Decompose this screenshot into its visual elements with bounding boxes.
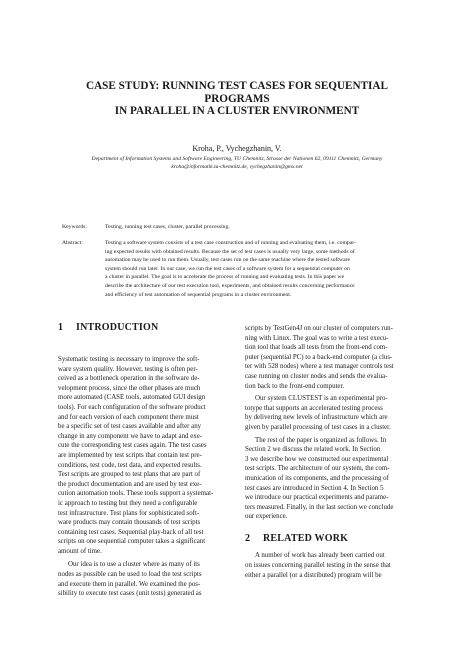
abstract-line: automation may be used to run them. Usually, test cases run on the same machine where the tested software [105, 257, 351, 264]
related-work-paragraph-1 [245, 551, 425, 580]
text-line: tools). For each configuration of the software product [58, 403, 206, 411]
text-line: ceived as a bottleneck operation in the software de- [58, 375, 200, 383]
section-1-heading [58, 323, 158, 333]
text-line: test scripts. The architecture of our system, the com- [245, 465, 390, 473]
text-line: Section 2 we discuss the related work. In Section [245, 446, 381, 454]
intro-paragraph-1 [58, 355, 238, 556]
section-2-heading [245, 534, 425, 544]
text-line: tion tool that loads all tests from the front-end com- [245, 344, 388, 352]
text-line: Our idea is to use a cluster where as many of its [68, 561, 200, 569]
abstract-line: describe the architecture of our test execution tool, experiments, and obtained results concerning performance [105, 282, 355, 289]
affiliation-line-1: Department of Information Systems and Software Engineering, TU Chemnitz, Strasse der Nationen 62, 09111 Chemnitz, Germany [91, 156, 383, 162]
text-line: ning with Linux. The goal was to write a test execu- [245, 334, 389, 342]
text-line: scripts on one sequential computer takes a significant [58, 538, 206, 546]
text-line: are implemented by test scripts that contain test pre- [58, 451, 202, 459]
text-line: munication of its components, and the processing of [245, 474, 389, 482]
intro-paragraph-2-cont [245, 324, 425, 391]
right-column [245, 324, 425, 580]
text-line: Systematic testing is necessary to improve the soft- [58, 356, 200, 363]
title-line-2: PROGRAMS [204, 92, 270, 105]
text-line: Our system CLUSTEST is an experimental pro- [255, 395, 388, 403]
intro-paragraph-4 [245, 436, 425, 522]
text-line: ware products may contain thousands of test scripts [58, 519, 201, 527]
text-line: ic approach to testing but they need a configurable [58, 499, 198, 507]
text-line: 3 we describe how we constructed our experimental [245, 455, 389, 463]
text-line: sibility to execute test cases (unit tests) generated as [58, 590, 202, 598]
text-line: we introduce our practical experiments and parame- [245, 494, 389, 502]
text-line: nodes as possible can be used to load the test scripts [58, 571, 202, 579]
keywords-label: Keywords: [62, 224, 87, 230]
text-line: by delivering new levels of infrastructure which are [245, 414, 388, 422]
section-1-number: 1 [58, 322, 64, 333]
text-line: ters measured. Finally, in the last section we conclude [245, 503, 394, 511]
abstract-line: Testing a software system consists of a test case construction and of running and evaluating them, i.e. compar- [105, 240, 356, 246]
text-line: given by parallel processing of test cases in a cluster. [245, 423, 391, 431]
text-line: ter with 528 nodes) where a test manager controls test [245, 363, 394, 371]
text-line: cute the corresponding test cases again. The test cases [58, 442, 207, 450]
title-line-3: IN PARALLEL IN A CLUSTER ENVIRONMENT [114, 105, 360, 117]
text-line: our experience. [245, 513, 288, 521]
text-line: cution automation tools. These tools support a systemat- [58, 490, 214, 498]
text-line: conditions, test code, test data, and expected results. [58, 461, 202, 469]
paper-title [40, 80, 434, 118]
text-line: The rest of the paper is organized as follows. In [255, 436, 387, 444]
text-line: puter (sequential PC) to a back-end computer (a clus- [245, 353, 393, 361]
section-2-number: 2 [245, 532, 251, 544]
abstract-line: ing expected results with obtained results. Because the set of test cases is usually very large, some methods of [105, 248, 355, 255]
abstract-line: and efficiency of test automation of sequential programs in a cluster environment. [105, 291, 292, 298]
text-line: and for each version of each component there must [58, 413, 199, 421]
text-line: test cases are introduced in Section 4. In Section 5 [245, 484, 384, 492]
abstract-line: system should run later. In our case, we run the test cases of a software system for a sequential computer on [105, 265, 350, 272]
text-line: Test scripts are grouped to test plans that are part of [58, 471, 201, 479]
text-line: be a specific set of test cases available and after any [58, 423, 202, 431]
text-line: more automated (CASE tools, automated GUI design [58, 394, 206, 402]
text-line: change in any component we have to adapt and exe- [58, 432, 203, 440]
abstract-label: Abstract: [62, 240, 83, 246]
keywords-block [62, 223, 432, 232]
section-1-title: INTRODUCTION [76, 322, 159, 333]
text-line: amount of time. [58, 547, 102, 555]
affiliation-emails: kroha@informatik.tu-chemnitz.de, vychegzhanin@gmx.net [171, 164, 303, 171]
abstract-text [105, 239, 432, 299]
text-line: totype that supports an accelerated testing process [245, 404, 383, 412]
title-line-1: CASE STUDY: RUNNING TEST CASES FOR SEQUENTIAL [86, 80, 388, 92]
text-line: and execute them in parallel. We examined the pos- [58, 580, 201, 588]
text-line: ware system quality. However, testing is often per- [58, 365, 198, 373]
abstract-line: a cluster in parallel. The goal is to accelerate the process of running and evaluating tests. In this paper we [105, 274, 345, 281]
abstract-block [62, 239, 432, 299]
text-line: velopment process, since the other phases are much [58, 384, 201, 392]
left-column [58, 322, 238, 599]
section-2-title: RELATED WORK [263, 532, 349, 544]
affiliation [40, 155, 434, 172]
text-line: test infrastructure. Test plans for sophisticated soft- [58, 509, 200, 517]
text-line: tion back to the front-end computer. [245, 382, 345, 390]
authors: Kroha, P., Vychegzhanin, V. [192, 144, 282, 153]
text-line: containing test cases. Sequential play-back of all test [58, 528, 204, 536]
keywords-text: Testing, running test cases, cluster, parallel processing. [105, 224, 230, 230]
text-line: scripts by TestGen4J on our cluster of computers run- [245, 325, 393, 332]
intro-paragraph-3 [245, 394, 425, 432]
text-line: the product documentation and are used by test exe- [58, 480, 202, 488]
text-line: on issues concerning parallel testing in the sense that [245, 562, 391, 570]
text-line: A number of work has already been carried out [255, 552, 385, 560]
text-line: case running on cluster nodes and sends the evalua- [245, 372, 388, 380]
text-line: either a parallel (or a distributed) program will be [245, 571, 382, 579]
intro-paragraph-2 [58, 560, 238, 598]
